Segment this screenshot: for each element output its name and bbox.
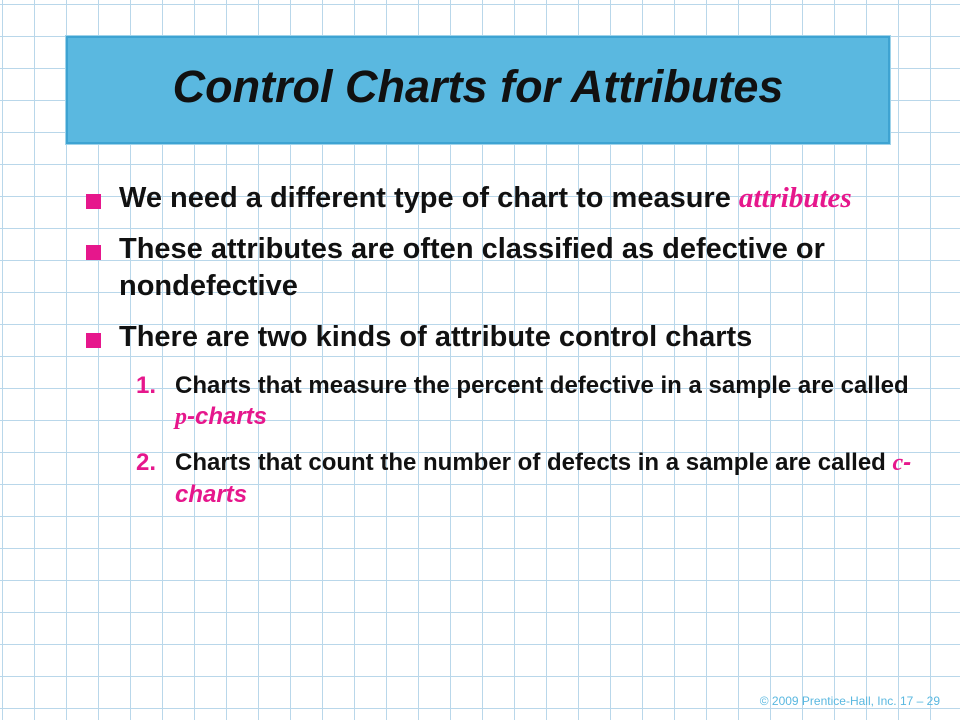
- numbered-subitem: [86, 447, 926, 510]
- bullet-item: [86, 180, 926, 217]
- bullet-square-icon: [86, 245, 101, 260]
- subitem-highlight-rest: -charts: [175, 449, 912, 508]
- bullet-item: [86, 319, 926, 356]
- subitem-text: Charts that count the number of defects in a sample are called: [175, 449, 893, 476]
- subitem-highlight-rest: -charts: [187, 403, 268, 430]
- slide-footer: © 2009 Prentice-Hall, Inc. 17 – 29: [759, 694, 940, 708]
- subitem-highlight-letter: p: [175, 404, 187, 430]
- bullet-text: We need a different type of chart to measure: [119, 182, 739, 214]
- bullet-text: There are two kinds of attribute control charts: [119, 321, 753, 353]
- subitem-number: 2.: [136, 449, 157, 476]
- slide-title: Control Charts for Attributes: [172, 61, 784, 112]
- bullet-square-icon: [86, 194, 101, 209]
- bullet-square-icon: [86, 333, 101, 348]
- subitem-highlight-letter: c: [892, 450, 904, 476]
- numbered-subitem: [86, 370, 926, 433]
- subitem-number: 1.: [136, 372, 157, 399]
- bullet-highlight: attributes: [738, 182, 852, 214]
- slide-content: [86, 180, 926, 524]
- bullet-text: These attributes are often classified as defective or nondefective: [119, 233, 825, 302]
- subitem-text: Charts that measure the percent defective in a sample are called: [175, 372, 909, 399]
- bullet-item: [86, 231, 926, 305]
